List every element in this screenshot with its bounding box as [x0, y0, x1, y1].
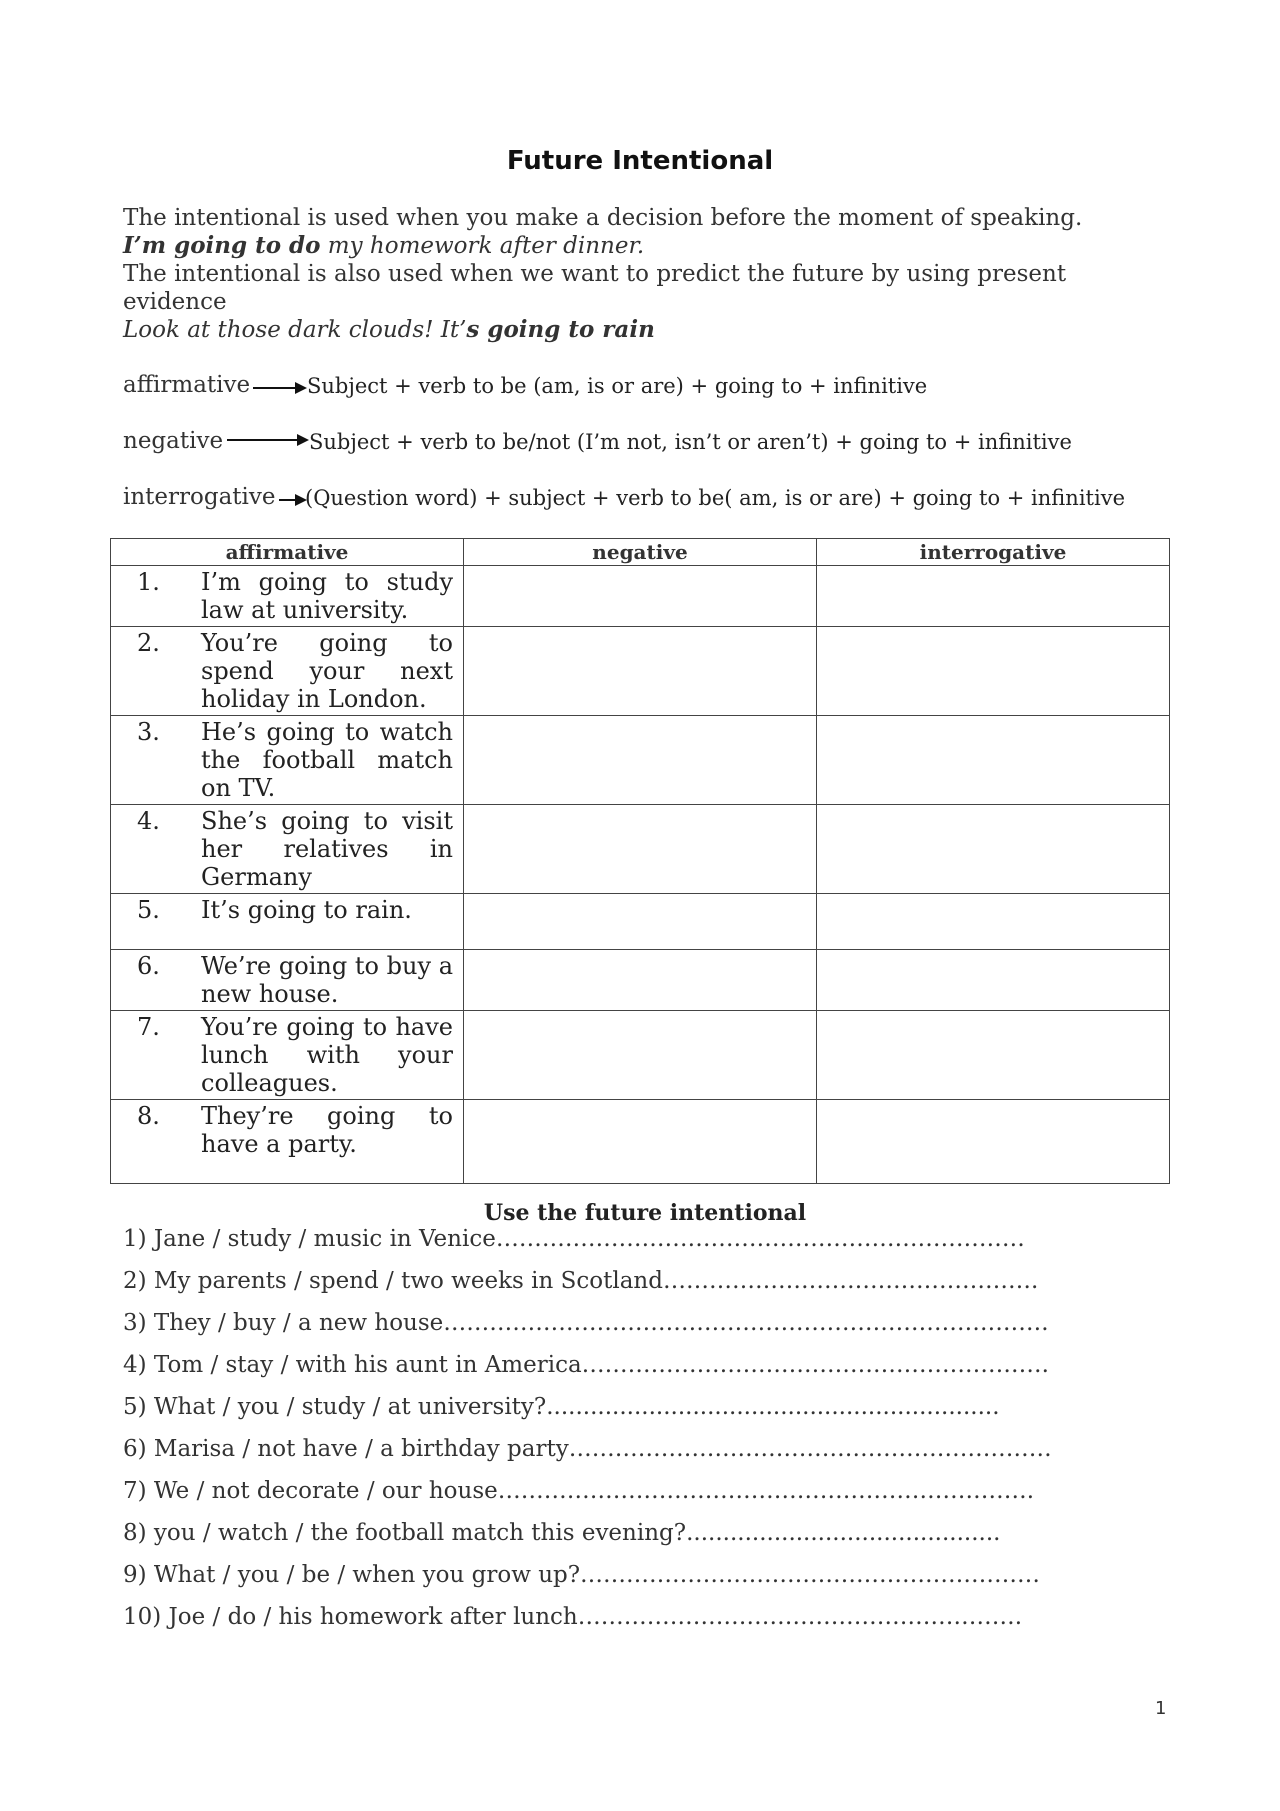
negative-answer-cell[interactable] — [464, 950, 817, 1011]
interrogative-answer-cell[interactable] — [817, 805, 1170, 894]
table-row — [111, 1011, 1170, 1100]
exercise-item: 8) you / watch / the football match this evening?........................................... — [123, 1520, 1001, 1546]
page-number: 1 — [1155, 1698, 1167, 1719]
row-number: 8. — [137, 1102, 160, 1130]
example-2-plain: Look at those dark clouds! It’ — [123, 317, 467, 343]
table-header-row — [111, 539, 1170, 566]
affirmative-cell — [111, 894, 464, 950]
row-sentence: You’re going to have lunch with your colleagues. — [201, 1013, 453, 1097]
row-number: 4. — [137, 807, 160, 835]
table-row — [111, 805, 1170, 894]
row-sentence: You’re going to spend your next holiday in London. — [201, 629, 453, 713]
exercise-item: 9) What / you / be / when you grow up?…………………………………………………… — [123, 1562, 1041, 1588]
exercise-item: 6) Marisa / not have / a birthday party……………………………………………………… — [123, 1436, 1052, 1462]
table-row — [111, 894, 1170, 950]
table-row — [111, 950, 1170, 1011]
negative-answer-cell[interactable] — [464, 566, 817, 627]
exercise-item: 2) My parents / spend / two weeks in Scotland…………………………………………. — [123, 1268, 1039, 1294]
interrogative-answer-cell[interactable] — [817, 1011, 1170, 1100]
affirmative-cell — [111, 950, 464, 1011]
row-sentence: She’s going to visit her relatives in Germany — [201, 807, 453, 891]
interrogative-answer-cell[interactable] — [817, 627, 1170, 716]
negative-answer-cell[interactable] — [464, 627, 817, 716]
row-number: 7. — [137, 1013, 160, 1041]
row-sentence: We’re going to buy a new house. — [201, 952, 453, 1008]
intro-example-2 — [123, 316, 1103, 344]
header-negative: negative — [464, 539, 817, 566]
exercise-item: 7) We / not decorate / our house……………………………………………………………. — [123, 1478, 1035, 1504]
exercise-title: Use the future intentional — [483, 1200, 807, 1226]
rule-formula: Subject + verb to be (am, is or are) + going to + infinitive — [307, 374, 928, 398]
affirmative-cell — [111, 1011, 464, 1100]
exercise-item: 10) Joe / do / his homework after lunch…………………………………………………. — [123, 1604, 1023, 1630]
row-sentence: He’s going to watch the football match on TV. — [201, 718, 453, 802]
intro-text — [123, 204, 1103, 344]
table-row — [111, 566, 1170, 627]
exercise-item: 5) What / you / study / at university?.............................................................. — [123, 1394, 1000, 1420]
negative-answer-cell[interactable] — [464, 805, 817, 894]
exercise-item: 4) Tom / stay / with his aunt in America……………………………………………………. — [123, 1352, 1049, 1378]
interrogative-answer-cell[interactable] — [817, 716, 1170, 805]
intro-line-1: The intentional is used when you make a decision before the moment of speaking. — [123, 205, 1083, 231]
affirmative-cell — [111, 805, 464, 894]
row-number: 2. — [137, 629, 160, 657]
rule-label: interrogative — [123, 484, 276, 510]
table-row — [111, 627, 1170, 716]
example-2-bold: s going to rain — [466, 316, 655, 343]
rule-formula: (Question word) + subject + verb to be( am, is or are) + going to + infinitive — [305, 486, 1125, 510]
row-number: 3. — [137, 718, 160, 746]
affirmative-cell — [111, 1100, 464, 1184]
rule-label: negative — [123, 428, 224, 454]
row-sentence: It’s going to rain. — [201, 896, 412, 924]
intro-example-1 — [123, 232, 1103, 260]
arrow-right-icon — [279, 490, 307, 506]
negative-answer-cell[interactable] — [464, 716, 817, 805]
example-1-bold: I’m going to do — [123, 232, 321, 259]
arrow-right-icon — [227, 434, 309, 450]
negative-answer-cell[interactable] — [464, 1100, 817, 1184]
rule-formula: Subject + verb to be/not (I’m not, isn’t or aren’t) + going to + infinitive — [309, 430, 1072, 454]
interrogative-answer-cell[interactable] — [817, 566, 1170, 627]
page-title: Future Intentional — [506, 146, 774, 176]
negative-answer-cell[interactable] — [464, 894, 817, 950]
exercise-item: 1) Jane / study / music in Venice…………………………………………………………… — [123, 1226, 1025, 1252]
negative-answer-cell[interactable] — [464, 1011, 817, 1100]
transformation-table — [110, 538, 1170, 1184]
row-number: 1. — [137, 568, 160, 596]
table-row — [111, 1100, 1170, 1184]
example-1-rest: my homework after dinner. — [320, 233, 645, 259]
rule-label: affirmative — [123, 372, 251, 398]
header-affirmative: affirmative — [111, 539, 464, 566]
affirmative-cell — [111, 716, 464, 805]
affirmative-cell — [111, 627, 464, 716]
arrow-right-icon — [253, 378, 307, 394]
header-interrogative: interrogative — [817, 539, 1170, 566]
intro-line-2: The intentional is also used when we want to predict the future by using present evidence — [123, 261, 1067, 315]
row-sentence: I’m going to study law at university. — [201, 568, 453, 624]
interrogative-answer-cell[interactable] — [817, 950, 1170, 1011]
interrogative-answer-cell[interactable] — [817, 1100, 1170, 1184]
row-number: 5. — [137, 896, 160, 924]
row-number: 6. — [137, 952, 160, 980]
row-sentence: They’re going to have a party. — [201, 1102, 453, 1158]
exercise-item: 3) They / buy / a new house……………………………………………………………………. — [123, 1310, 1049, 1336]
table-row — [111, 716, 1170, 805]
interrogative-answer-cell[interactable] — [817, 894, 1170, 950]
affirmative-cell — [111, 566, 464, 627]
